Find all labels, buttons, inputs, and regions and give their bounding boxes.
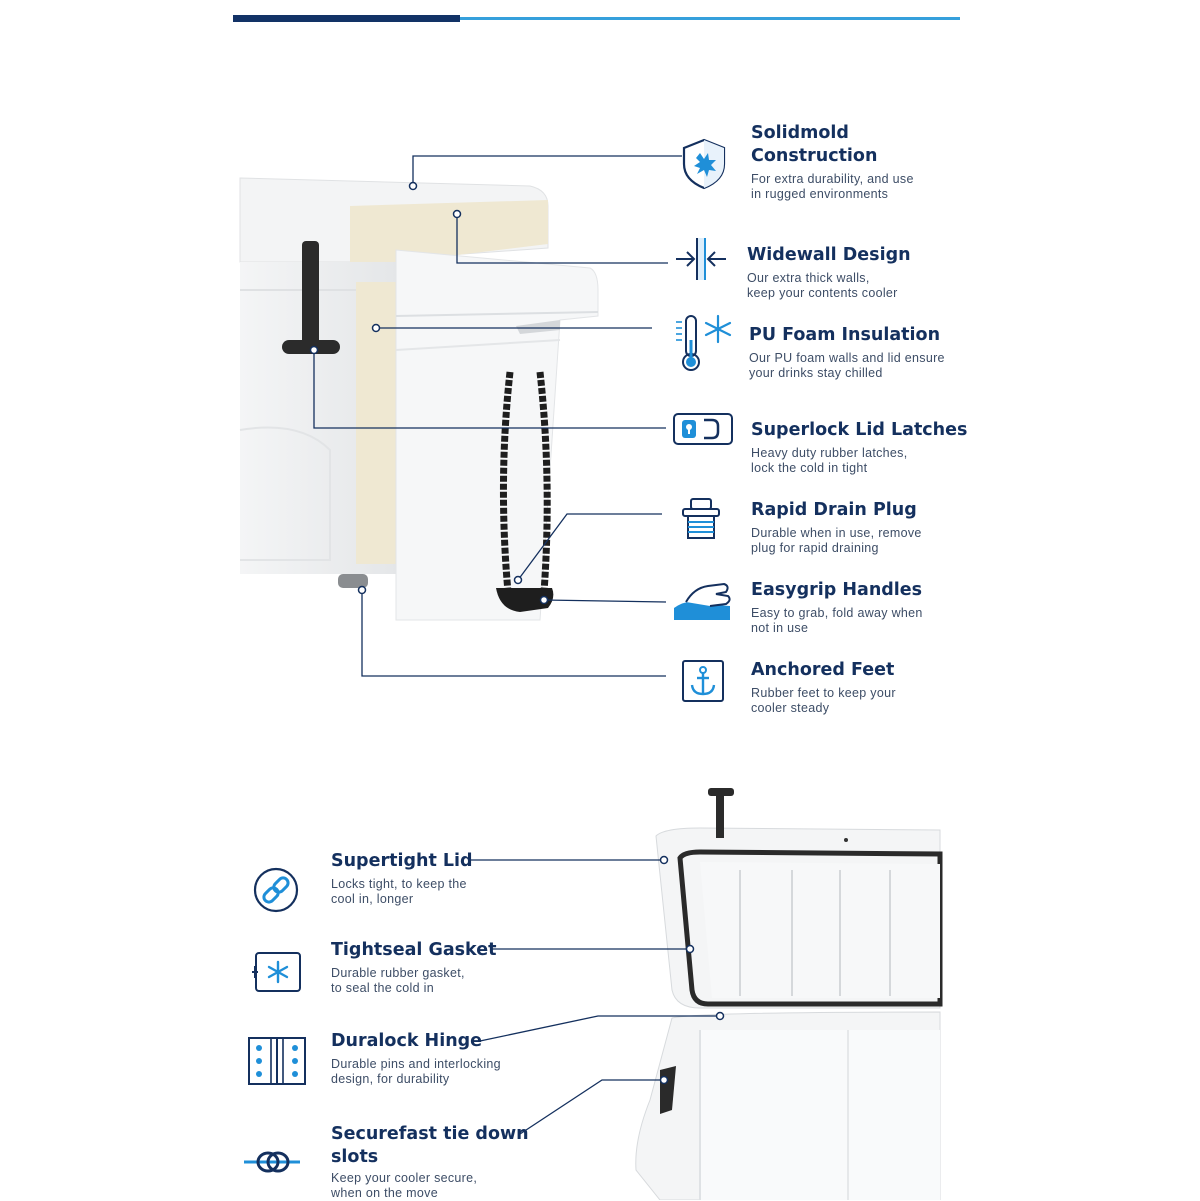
feature-duralock-hinge <box>331 1030 501 1087</box>
feature-title: Superlock Lid Latches <box>751 420 968 440</box>
shield-star-icon <box>676 136 732 192</box>
feature-description: Locks tight, to keep the cool in, longer <box>331 877 467 906</box>
feature-description: Durable rubber gasket, to seal the cold in <box>331 966 465 995</box>
feature-anchored-feet <box>751 659 896 716</box>
feature-description: Our PU foam walls and lid ensure your drinks stay chilled <box>749 351 945 380</box>
feature-supertight-lid <box>331 850 473 907</box>
gasket-snowflake-icon <box>250 950 304 996</box>
feature-superlock-lid-latches <box>751 419 967 476</box>
feature-rapid-drain-plug <box>751 499 922 556</box>
feature-securefast-tie-down-slots <box>331 1123 529 1201</box>
feature-title: Anchored Feet <box>751 660 895 680</box>
feature-title: PU Foam Insulation <box>749 325 941 345</box>
feature-title: Widewall Design <box>747 245 911 265</box>
knot-rope-icon <box>242 1146 302 1178</box>
latch-lock-icon <box>672 412 734 446</box>
feature-description: Keep your cooler secure, when on the move <box>331 1171 478 1200</box>
feature-title: Tightseal Gasket <box>331 940 497 960</box>
feature-description: Easy to grab, fold away when not in use <box>751 606 923 635</box>
feature-title: Duralock Hinge <box>331 1031 483 1051</box>
bottom-cooler-open <box>636 788 940 1200</box>
feature-description: Our extra thick walls, keep your contents cooler <box>747 271 898 300</box>
hinge-icon <box>247 1036 307 1086</box>
feature-widewall-design <box>747 244 911 301</box>
top-cooler-cutaway <box>240 178 598 620</box>
feature-title: Rapid Drain Plug <box>751 500 917 520</box>
feature-solidmold-construction <box>751 122 914 202</box>
feature-description: Rubber feet to keep your cooler steady <box>751 686 896 715</box>
feature-title: Securefast tie down slots <box>331 1124 529 1167</box>
anchor-icon <box>681 659 725 703</box>
feature-title: Solidmold Construction <box>751 123 878 166</box>
hand-grip-icon <box>672 580 736 624</box>
wall-arrows-icon <box>674 236 728 282</box>
feature-description: Durable pins and interlocking design, for durability <box>331 1057 501 1086</box>
drain-plug-icon <box>678 496 724 542</box>
feature-pu-foam-insulation <box>749 324 945 381</box>
feature-title: Easygrip Handles <box>751 580 923 600</box>
feature-tightseal-gasket <box>331 939 496 996</box>
feature-description: For extra durability, and use in rugged environments <box>751 172 914 201</box>
feature-description: Durable when in use, remove plug for rapid draining <box>751 526 922 555</box>
feature-easygrip-handles <box>751 579 923 636</box>
thermometer-snowflake-icon <box>672 312 736 374</box>
chain-link-icon <box>252 866 300 914</box>
feature-description: Heavy duty rubber latches, lock the cold in tight <box>751 446 908 475</box>
feature-title: Supertight Lid <box>331 851 473 871</box>
